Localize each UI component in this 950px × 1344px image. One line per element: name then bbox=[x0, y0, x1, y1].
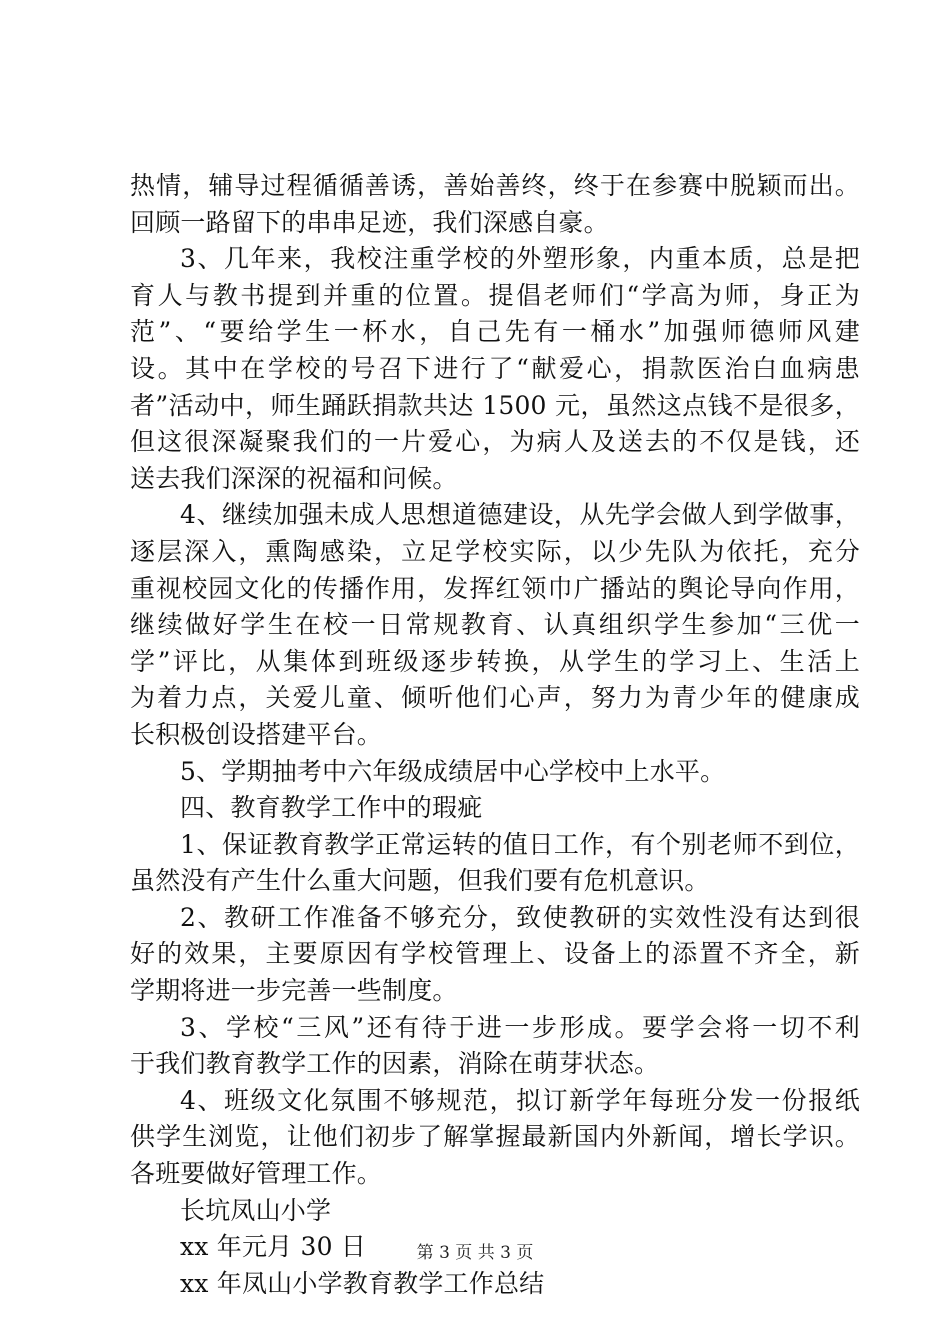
text-line: 好的效果，主要原因有学校管理上、设备上的添置不齐全，新 bbox=[130, 939, 860, 969]
text-line: 继续做好学生在校一日常规教育、认真组织学生参加“三优一 bbox=[130, 610, 860, 640]
text-line: 4、继续加强未成人思想道德建设，从先学会做人到学做事， bbox=[180, 500, 860, 530]
text-line: 供学生浏览，让他们初步了解掌握最新国内外新闻，增长学识。 bbox=[130, 1122, 860, 1152]
text-line: 长坑凤山小学 bbox=[180, 1195, 332, 1225]
text-line: 2、教研工作准备不够充分，致使教研的实效性没有达到很 bbox=[180, 902, 860, 932]
text-line: 育人与教书提到并重的位置。提倡老师们“学高为师，身正为 bbox=[130, 280, 860, 310]
text-line: 者”活动中，师生踊跃捐款共达 1500 元，虽然这点钱不是很多， bbox=[130, 390, 860, 420]
text-line: 为着力点，关爱儿童、倾听他们心声，努力为青少年的健康成 bbox=[130, 683, 860, 713]
text-line: 但这很深凝聚我们的一片爱心，为病人及送去的不仅是钱，还 bbox=[130, 427, 860, 457]
document-body bbox=[130, 168, 860, 1302]
text-line: 各班要做好管理工作。 bbox=[130, 1159, 383, 1189]
text-line: xx 年凤山小学教育教学工作总结 bbox=[180, 1268, 545, 1298]
text-line: 热情，辅导过程循循善诱，善始善终，终于在参赛中脱颖而出。 bbox=[130, 171, 860, 200]
text-line: 学”评比，从集体到班级逐步转换，从学生的学习上、生活上 bbox=[130, 646, 860, 676]
page-footer: 第 3 页 共 3 页 bbox=[416, 1243, 534, 1263]
text-line: 回顾一路留下的串串足迹，我们深感自豪。 bbox=[130, 207, 609, 237]
text-line: xx 年元月 30 日 bbox=[180, 1232, 367, 1262]
text-line: 1、保证教育教学正常运转的值日工作，有个别老师不到位， bbox=[180, 829, 860, 859]
text-line: 重视校园文化的传播作用，发挥红领巾广播站的舆论导向作用， bbox=[130, 573, 860, 603]
text-line: 学期将进一步完善一些制度。 bbox=[130, 976, 458, 1006]
text-line: 3、几年来，我校注重学校的外塑形象，内重本质，总是把 bbox=[180, 244, 860, 274]
text-line: 3、学校“三风”还有待于进一步形成。要学会将一切不利 bbox=[180, 1012, 860, 1042]
text-line: 4、班级文化氛围不够规范，拟订新学年每班分发一份报纸 bbox=[180, 1085, 860, 1115]
text-line: 5、学期抽考中六年级成绩居中心学校中上水平。 bbox=[180, 756, 726, 786]
text-line: 虽然没有产生什么重大问题，但我们要有危机意识。 bbox=[130, 866, 710, 896]
text-line: 逐层深入，熏陶感染，立足学校实际，以少先队为依托，充分 bbox=[130, 536, 860, 566]
text-line: 送去我们深深的祝福和问候。 bbox=[130, 463, 458, 493]
text-line: 于我们教育教学工作的因素，消除在萌芽状态。 bbox=[130, 1049, 660, 1079]
text-line: 设。其中在学校的号召下进行了“献爱心，捐款医治白血病患 bbox=[130, 353, 860, 383]
text-line: 长积极创设搭建平台。 bbox=[130, 719, 383, 749]
text-line: 范”、“要给学生一杯水，自己先有一桶水”加强师德师风建 bbox=[130, 317, 860, 347]
text-line: 四、教育教学工作中的瑕疵 bbox=[180, 793, 483, 823]
